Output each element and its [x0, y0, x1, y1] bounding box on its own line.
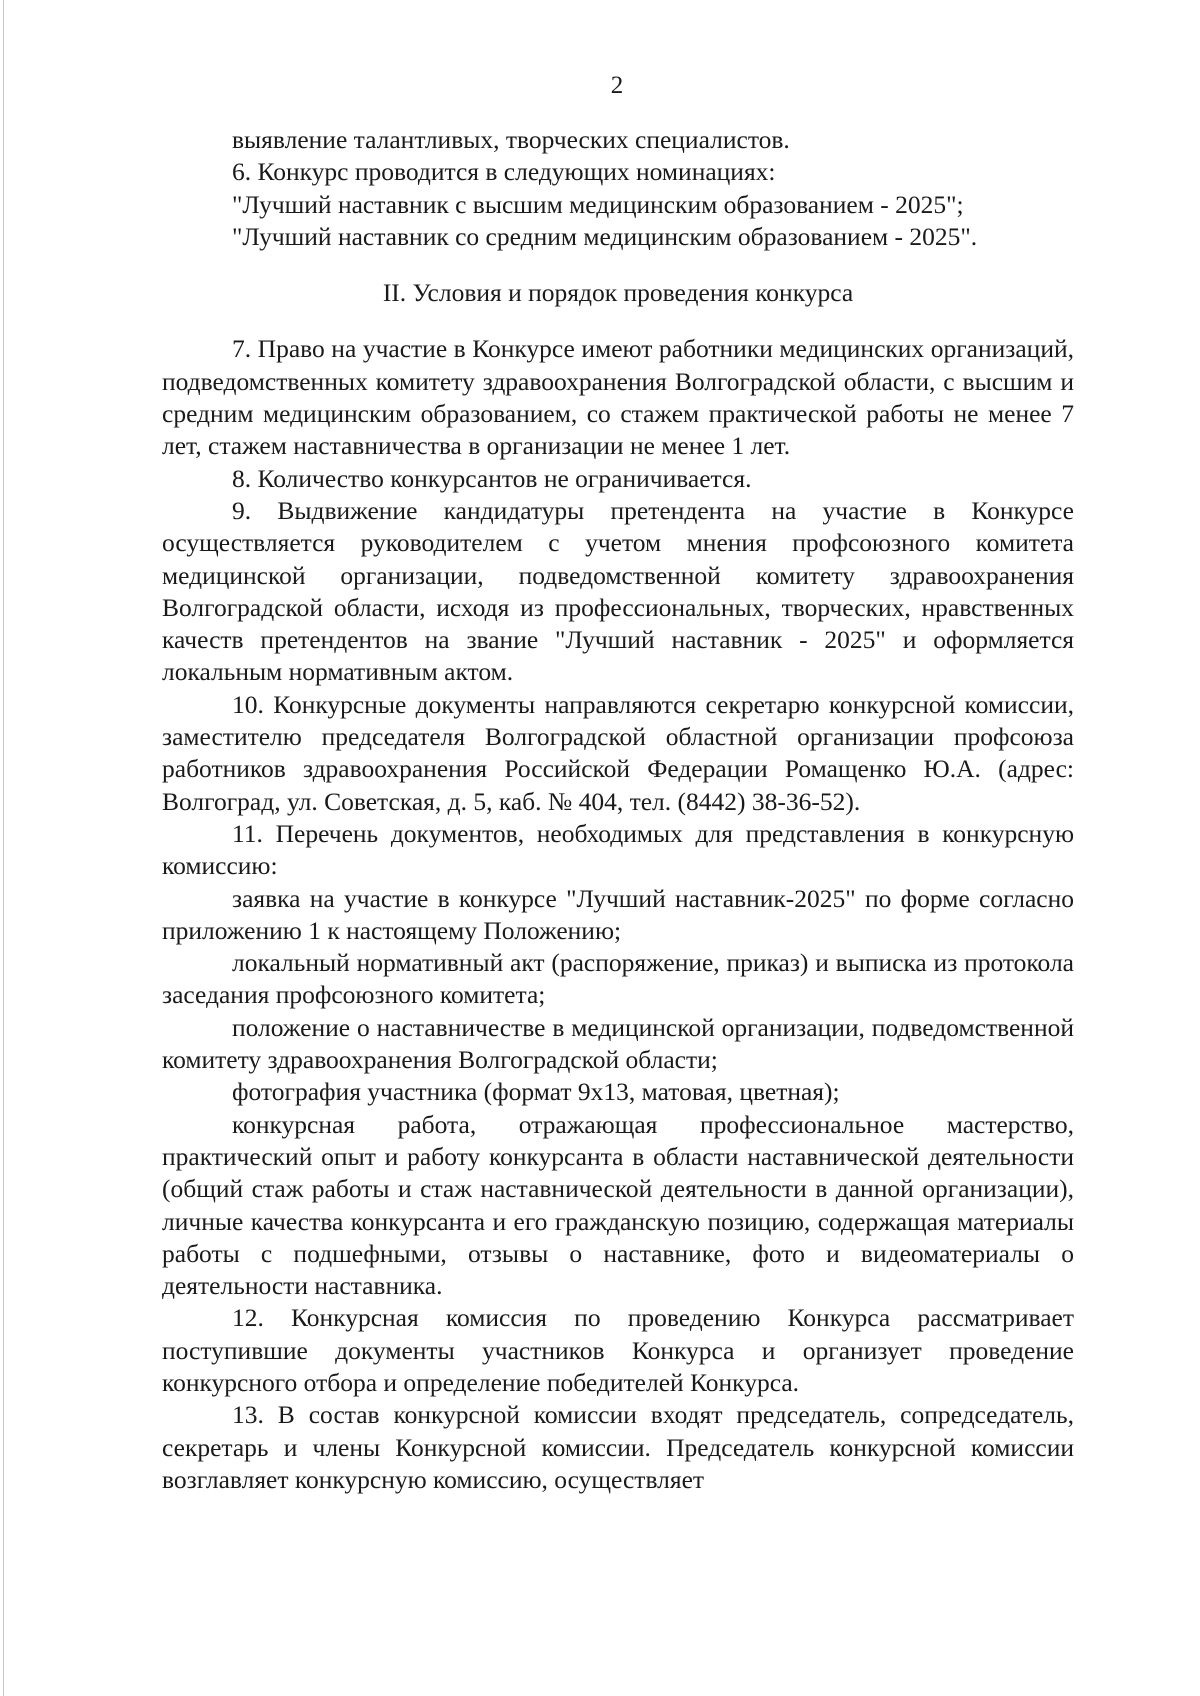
nomination-higher-education: "Лучший наставник с высшим медицинским образованием - 2025";	[232, 189, 964, 219]
paragraph-intro-continuation: выявление талантливых, творческих специалистов.	[232, 125, 790, 154]
paragraph-item-7: 7. Право на участие в Конкурсе имеют работники медицинских организаций, подведомственных комитету здравоохранения Волгоградской области, с высшим и средним медицинским образованием, со стажем практической работы не менее 7 лет, стажем наставничества в организации не менее 1 лет.	[162, 334, 1074, 461]
scan-edge-line	[3, 0, 4, 1696]
document-list-application: заявка на участие в конкурсе "Лучший наставник-2025" по форме согласно приложению 1 к настоящему Положению;	[162, 883, 1074, 945]
document-list-local-act: локальный нормативный акт (распоряжение, приказ) и выписка из протокола заседания профсоюзного комитета;	[162, 948, 1074, 1010]
nomination-secondary-education: "Лучший наставник со средним медицинским образованием - 2025".	[232, 221, 978, 251]
section-heading: II. Условия и порядок проведения конкурса	[382, 278, 854, 308]
document-list-competition-work: конкурсная работа, отражающая профессиональное мастерство, практический опыт и работу конкурсанта в области наставнической деятельности (общий стаж работы и стаж наставнической деятельности в данной организации), личные качества конкурсанта и его гражданскую позицию, содержащая материалы работы с подшефными, отзывы о наставнике, фото и видеоматериалы о деятельности наставника.	[162, 1109, 1074, 1301]
paragraph-item-11: 11. Перечень документов, необходимых для представления в конкурсную комиссию:	[162, 818, 1074, 881]
paragraph-item-9: 9. Выдвижение кандидатуры претендента на участие в Конкурсе осуществляется руководителем с учетом мнения профсоюзного комитета медицинской организации, подведомственной комитету здравоохранения Волгоградской области, исходя из профессиональных, творческих, нравственных качеств претендентов на звание "Лучший наставник - 2025" и оформляется локальным нормативным актом.	[162, 495, 1074, 687]
paragraph-item-6: 6. Конкурс проводится в следующих номинациях:	[232, 157, 776, 187]
paragraph-item-10: 10. Конкурсные документы направляются секретарю конкурсной комиссии, заместителю председателя Волгоградской областной организации профсоюза работников здравоохранения Российской Федерации Ромащенко Ю.А. (адрес: Волгоград, ул. Советская, д. 5, каб. № 404, тел. (8442) 38-36-52).	[162, 689, 1074, 816]
document-body	[162, 124, 1074, 1496]
paragraph-item-13: 13. В состав конкурсной комиссии входят председатель, сопредседатель, секретарь и члены Конкурсной комиссии. Председатель конкурсной комиссии возглавляет конкурсную комиссию, осуществляет	[162, 1400, 1074, 1494]
page-number: 2	[610, 72, 624, 99]
document-list-mentoring-regulation: положение о наставничестве в медицинской организации, подведомственной комитету здравоохранения Волгоградской области;	[162, 1012, 1074, 1075]
paragraph-item-8: 8. Количество конкурсантов не ограничивается.	[232, 463, 752, 493]
paragraph-item-12: 12. Конкурсная комиссия по проведению Конкурса рассматривает поступившие документы участников Конкурса и организует проведение конкурсного отбора и определение победителей Конкурса.	[162, 1303, 1074, 1397]
document-list-photo: фотография участника (формат 9х13, матовая, цветная);	[232, 1077, 840, 1107]
